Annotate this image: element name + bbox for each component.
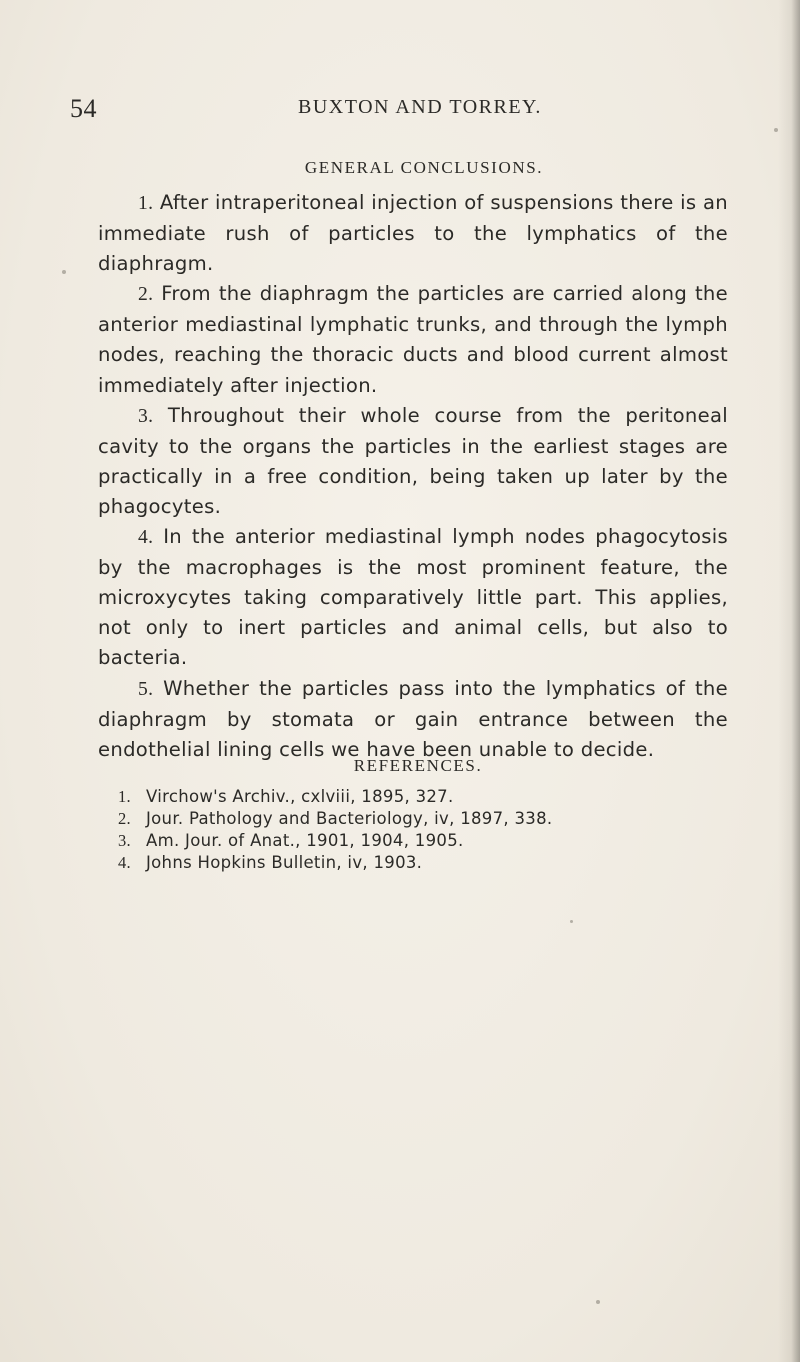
conclusion-text: Whether the particles pass into the lymphatics of the diaphragm by stomata or gain entrance between the endothelial lining cells we have been unable to decide. — [98, 676, 729, 761]
conclusion-number: 3. — [138, 405, 154, 427]
paper-speck — [596, 1300, 600, 1304]
conclusion-text: After intraperitoneal injection of suspensions there is an immediate rush of particles to the lymphatics of the diaphragm. — [98, 191, 729, 276]
conclusion-number: 2. — [138, 284, 154, 306]
conclusion-text: Throughout their whole course from the peritoneal cavity to the organs the particles in the earliest stages are practically in a free condition, being taken up later by the phagocytes. — [98, 403, 728, 518]
running-title: BUXTON AND TORREY. — [298, 96, 542, 118]
reference-item — [118, 852, 678, 874]
conclusion-text: From the diaphragm the particles are carried along the anterior mediastinal lymphatic trunks, and through the lymph nodes, reaching the thoracic ducts and blood current almost immediately after injection. — [98, 282, 728, 397]
paper-speck — [570, 920, 573, 923]
reference-number: 4. — [118, 853, 131, 872]
reference-text: Am. Jour. of Anat., 1901, 1904, 1905. — [146, 831, 464, 850]
references-heading: REFERENCES. — [353, 756, 483, 775]
reference-item — [118, 808, 678, 830]
conclusions-list — [98, 188, 728, 765]
references-list — [118, 786, 678, 874]
conclusion-item — [98, 674, 728, 765]
reference-number: 3. — [118, 831, 131, 850]
reference-number: 2. — [118, 809, 131, 828]
conclusion-number: 1. — [138, 193, 154, 214]
reference-text: Jour. Pathology and Bacteriology, iv, 1897, 338. — [146, 809, 553, 828]
conclusion-item — [98, 401, 728, 522]
reference-text: Johns Hopkins Bulletin, iv, 1903. — [146, 853, 423, 872]
reference-item — [118, 786, 678, 808]
conclusion-item — [98, 279, 728, 400]
conclusion-item — [98, 522, 728, 673]
running-head — [70, 94, 570, 124]
conclusion-number: 5. — [138, 678, 154, 700]
page-edge-shadow — [778, 0, 800, 1362]
conclusion-item — [98, 188, 728, 279]
page-number: 54 — [70, 94, 97, 123]
paper-speck — [62, 270, 66, 274]
conclusions-heading: GENERAL CONCLUSIONS. — [304, 158, 544, 177]
reference-number: 1. — [118, 787, 131, 806]
conclusion-text: In the anterior mediastinal lymph nodes phagocytosis by the macrophages is the most prominent feature, the microxycytes taking comparatively little part. This applies, not only to inert particles and animal cells, but also to bacteria. — [98, 525, 728, 670]
reference-item — [118, 830, 678, 852]
reference-text: Virchow's Archiv., cxlviii, 1895, 327. — [146, 787, 454, 806]
conclusion-number: 4. — [138, 527, 154, 549]
